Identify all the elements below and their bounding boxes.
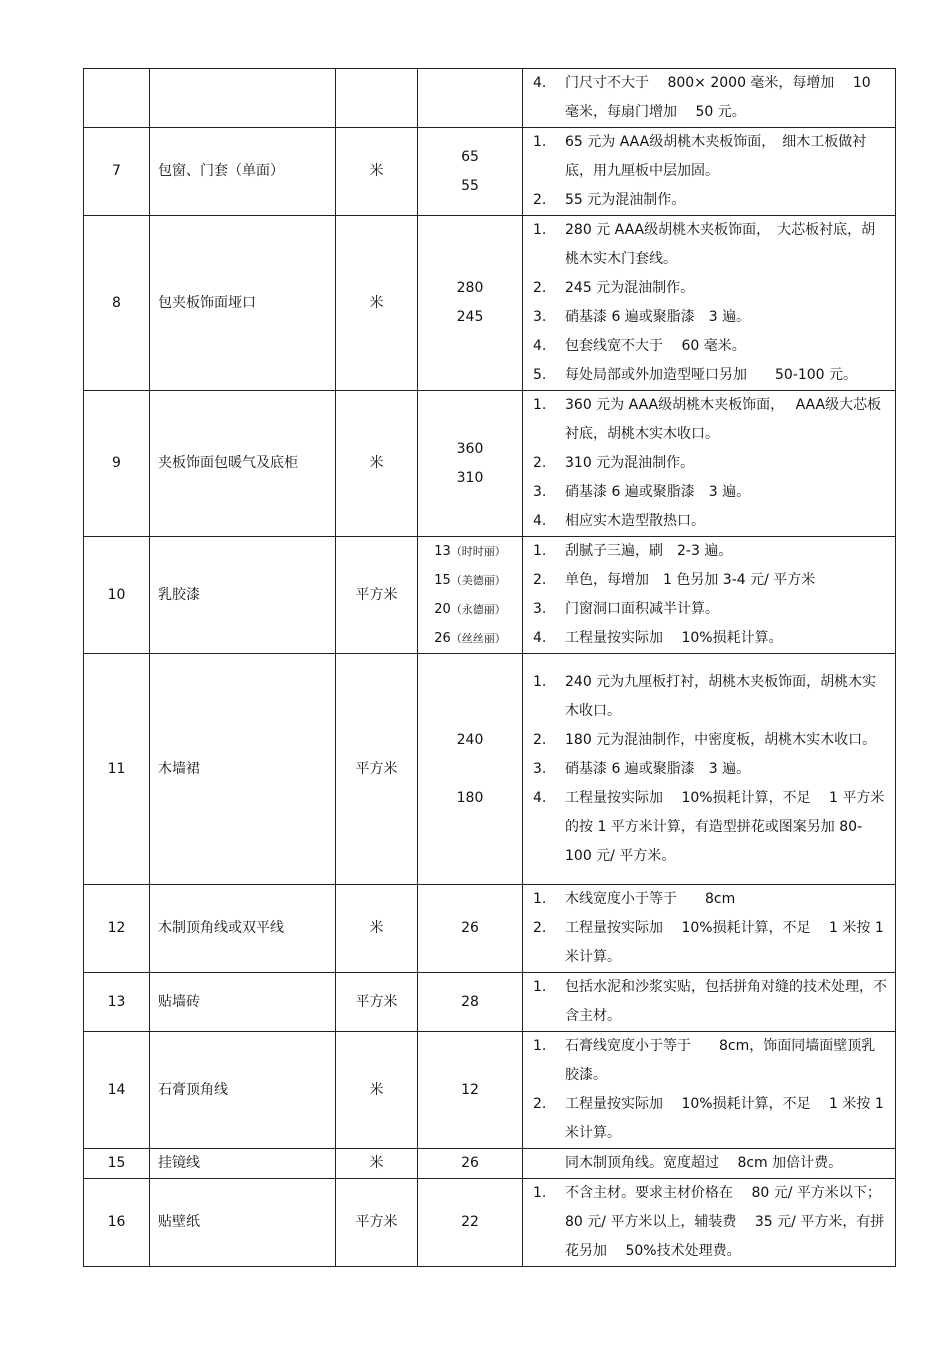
item-price (418, 1149, 523, 1179)
item-notes (523, 885, 896, 973)
item-number: 13 (84, 973, 150, 1032)
item-name: 贴壁纸 (150, 1179, 336, 1267)
note-line (531, 449, 887, 478)
note-number: 2. (533, 455, 547, 471)
item-price (418, 885, 523, 973)
price-value: 28 (461, 993, 479, 1010)
note-text: 单色，每增加 1 色另加 3-4 元/ 平方米 (565, 572, 816, 588)
note-text: 不含主材。要求主材价格在 80 元/ 平方米以下； 80 元/ 平方米以上，辅装费 35 元/ 平方米，有拼花另加 50%技术处理费。 (565, 1185, 885, 1259)
note-text: 280 元 AAA级胡桃木夹板饰面， 大芯板衬底，胡桃木实木门套线。 (565, 222, 876, 267)
note-text: 硝基漆 6 遍或聚脂漆 3 遍。 (565, 309, 751, 325)
note-number: 2. (533, 572, 547, 588)
price-value: 360 (456, 440, 484, 457)
note-number: 1. (533, 543, 547, 559)
table-row (84, 216, 896, 391)
item-notes (523, 216, 896, 391)
note-number: 1. (533, 1185, 547, 1201)
note-text: 相应实木造型散热口。 (565, 513, 705, 529)
item-number (84, 69, 150, 128)
price-value: 240 (456, 731, 484, 748)
price-value: 55 (461, 177, 479, 194)
item-unit: 米 (336, 1032, 418, 1149)
note-number: 1. (533, 134, 547, 150)
note-number: 3. (533, 484, 547, 500)
item-unit: 平方米 (336, 537, 418, 654)
price-value: 26 (461, 920, 479, 936)
note-line (531, 595, 887, 624)
note-line (531, 478, 887, 507)
item-number: 7 (84, 128, 150, 216)
item-unit: 平方米 (336, 1179, 418, 1267)
note-line (531, 216, 887, 274)
note-line (531, 274, 887, 303)
note-text: 每处局部或外加造型哑口另加 50-100 元。 (565, 367, 858, 383)
note-number: 4. (533, 338, 547, 354)
item-unit: 米 (336, 216, 418, 391)
item-notes (523, 1149, 896, 1179)
note-line (531, 332, 887, 361)
note-number: 3. (533, 601, 547, 617)
table-row (84, 654, 896, 885)
note-text: 工程量按实际加 10%损耗计算，不足 1 米按 1 米计算。 (565, 1096, 884, 1141)
item-price (418, 973, 523, 1032)
item-unit: 米 (336, 885, 418, 973)
table-row (84, 537, 896, 654)
note-number: 1. (533, 397, 547, 413)
note-text: 包套线宽不大于 60 毫米。 (565, 338, 746, 354)
brand-label: （美德丽） (450, 574, 506, 587)
note-text: 同木制顶角线。宽度超过 8cm 加倍计费。 (565, 1155, 843, 1171)
table-row (84, 69, 896, 128)
item-number: 10 (84, 537, 150, 654)
note-number: 3. (533, 760, 547, 777)
price-value: 20（永德丽） (434, 602, 506, 617)
item-unit: 平方米 (336, 973, 418, 1032)
note-text: 360 元为 AAA级胡桃木夹板饰面， AAA级大芯板衬底，胡桃木实木收口。 (565, 397, 882, 442)
note-line (531, 303, 887, 332)
price-value: 12 (461, 1081, 479, 1098)
note-line (531, 361, 887, 390)
table-row (84, 1179, 896, 1267)
note-text: 刮腻子三遍，刷 2-3 遍。 (565, 543, 733, 559)
note-text: 门尺寸不大于 800× 2000 毫米，每增加 10 毫米，每扇门增加 50 元。 (565, 75, 871, 120)
note-text: 硝基漆 6 遍或聚脂漆 3 遍。 (565, 760, 751, 777)
item-price (418, 69, 523, 128)
item-name: 包夹板饰面垭口 (150, 216, 336, 391)
item-number: 11 (84, 654, 150, 885)
note-number: 3. (533, 309, 547, 325)
brand-label: （永德丽） (450, 603, 506, 616)
table-row (84, 128, 896, 216)
item-price (418, 1032, 523, 1149)
note-line (531, 668, 887, 726)
note-text: 240 元为九厘板打衬，胡桃木夹板饰面，胡桃木实木收口。 (565, 673, 877, 719)
price-value: 26 (461, 1155, 479, 1171)
note-text: 木线宽度小于等于 8cm (565, 891, 736, 907)
item-number: 15 (84, 1149, 150, 1179)
item-number: 16 (84, 1179, 150, 1267)
item-unit: 米 (336, 128, 418, 216)
note-number: 2. (533, 192, 547, 208)
note-text: 55 元为混油制作。 (565, 192, 686, 208)
note-number: 2. (533, 920, 547, 936)
item-price (418, 654, 523, 885)
table-row (84, 391, 896, 537)
note-text: 硝基漆 6 遍或聚脂漆 3 遍。 (565, 484, 751, 500)
note-line (531, 69, 887, 127)
item-notes (523, 537, 896, 654)
note-line (531, 537, 887, 566)
note-text: 工程量按实际加 10%损耗计算，不足 1 米按 1 米计算。 (565, 920, 884, 965)
note-line (531, 726, 887, 755)
price-value: 22 (461, 1214, 479, 1230)
note-number: 4. (533, 75, 547, 91)
item-notes (523, 128, 896, 216)
price-value: 65 (461, 148, 479, 165)
note-line (531, 186, 887, 215)
note-number: 2. (533, 731, 547, 748)
item-price (418, 391, 523, 537)
note-number: 4. (533, 630, 547, 646)
note-number: 4. (533, 513, 547, 529)
item-name: 挂镜线 (150, 1149, 336, 1179)
note-line (531, 914, 887, 972)
note-number: 2. (533, 1096, 547, 1112)
item-unit: 米 (336, 1149, 418, 1179)
item-price (418, 128, 523, 216)
note-line (531, 624, 887, 653)
price-value: 15（美德丽） (434, 573, 506, 588)
price-table (83, 68, 896, 1267)
note-text: 245 元为混油制作。 (565, 280, 695, 296)
price-value: 245 (456, 309, 484, 325)
note-number: 2. (533, 280, 547, 296)
item-name: 石膏顶角线 (150, 1032, 336, 1149)
item-notes (523, 69, 896, 128)
note-text: 工程量按实际加 10%损耗计算。 (565, 630, 783, 646)
note-text: 工程量按实际加 10%损耗计算，不足 1 平方米的按 1 平方米计算，有造型拼花或图案另加 80-100 元/ 平方米。 (565, 789, 885, 864)
price-value: 280 (456, 280, 484, 296)
note-line (531, 1032, 887, 1090)
note-number: 1. (533, 673, 547, 690)
item-price (418, 1179, 523, 1267)
item-notes (523, 654, 896, 885)
item-unit (336, 69, 418, 128)
item-number: 9 (84, 391, 150, 537)
note-text: 包括水泥和沙浆实贴，包括拼角对缝的技术处理，不含主材。 (565, 979, 887, 1024)
item-number: 14 (84, 1032, 150, 1149)
note-text: 180 元为混油制作，中密度板，胡桃木实木收口。 (565, 731, 877, 748)
table-row (84, 973, 896, 1032)
item-name: 乳胶漆 (150, 537, 336, 654)
note-number: 4. (533, 789, 547, 806)
brand-label: （丝丝丽） (450, 632, 506, 645)
item-name (150, 69, 336, 128)
item-notes (523, 391, 896, 537)
note-number: 1. (533, 222, 547, 238)
note-line (531, 755, 887, 784)
item-name: 木墙裙 (150, 654, 336, 885)
brand-label: （时时丽） (450, 545, 506, 558)
note-text: 石膏线宽度小于等于 8cm，饰面同墙面壁顶乳胶漆。 (565, 1038, 876, 1083)
item-price (418, 216, 523, 391)
note-text: 310 元为混油制作。 (565, 455, 695, 471)
item-unit: 平方米 (336, 654, 418, 885)
price-value: 310 (456, 469, 484, 486)
item-name: 夹板饰面包暖气及底柜 (150, 391, 336, 537)
note-line (531, 566, 887, 595)
table-row (84, 1032, 896, 1149)
item-number: 8 (84, 216, 150, 391)
item-number: 12 (84, 885, 150, 973)
note-line (531, 973, 887, 1031)
note-text: 门窗洞口面积减半计算。 (565, 601, 719, 617)
note-line (531, 784, 887, 871)
note-text: 65 元为 AAA级胡桃木夹板饰面， 细木工板做衬底，用九厘板中层加固。 (565, 134, 867, 179)
item-name: 贴墙砖 (150, 973, 336, 1032)
table-row (84, 1149, 896, 1179)
price-value: 180 (456, 789, 484, 806)
item-price (418, 537, 523, 654)
note-line (531, 1149, 887, 1178)
note-line (531, 1090, 887, 1148)
note-line (531, 507, 887, 536)
table-row (84, 885, 896, 973)
note-number: 1. (533, 1038, 547, 1054)
price-value: 26（丝丝丽） (434, 631, 506, 646)
note-number: 1. (533, 979, 547, 995)
note-line (531, 391, 887, 449)
item-notes (523, 973, 896, 1032)
note-line (531, 128, 887, 186)
item-name: 木制顶角线或双平线 (150, 885, 336, 973)
item-notes (523, 1179, 896, 1267)
item-name: 包窗、门套（单面） (150, 128, 336, 216)
note-number: 5. (533, 367, 547, 383)
note-line (531, 885, 887, 914)
item-unit: 米 (336, 391, 418, 537)
item-notes (523, 1032, 896, 1149)
price-value: 13（时时丽） (434, 544, 506, 559)
note-line (531, 1179, 887, 1266)
note-number: 1. (533, 891, 547, 907)
